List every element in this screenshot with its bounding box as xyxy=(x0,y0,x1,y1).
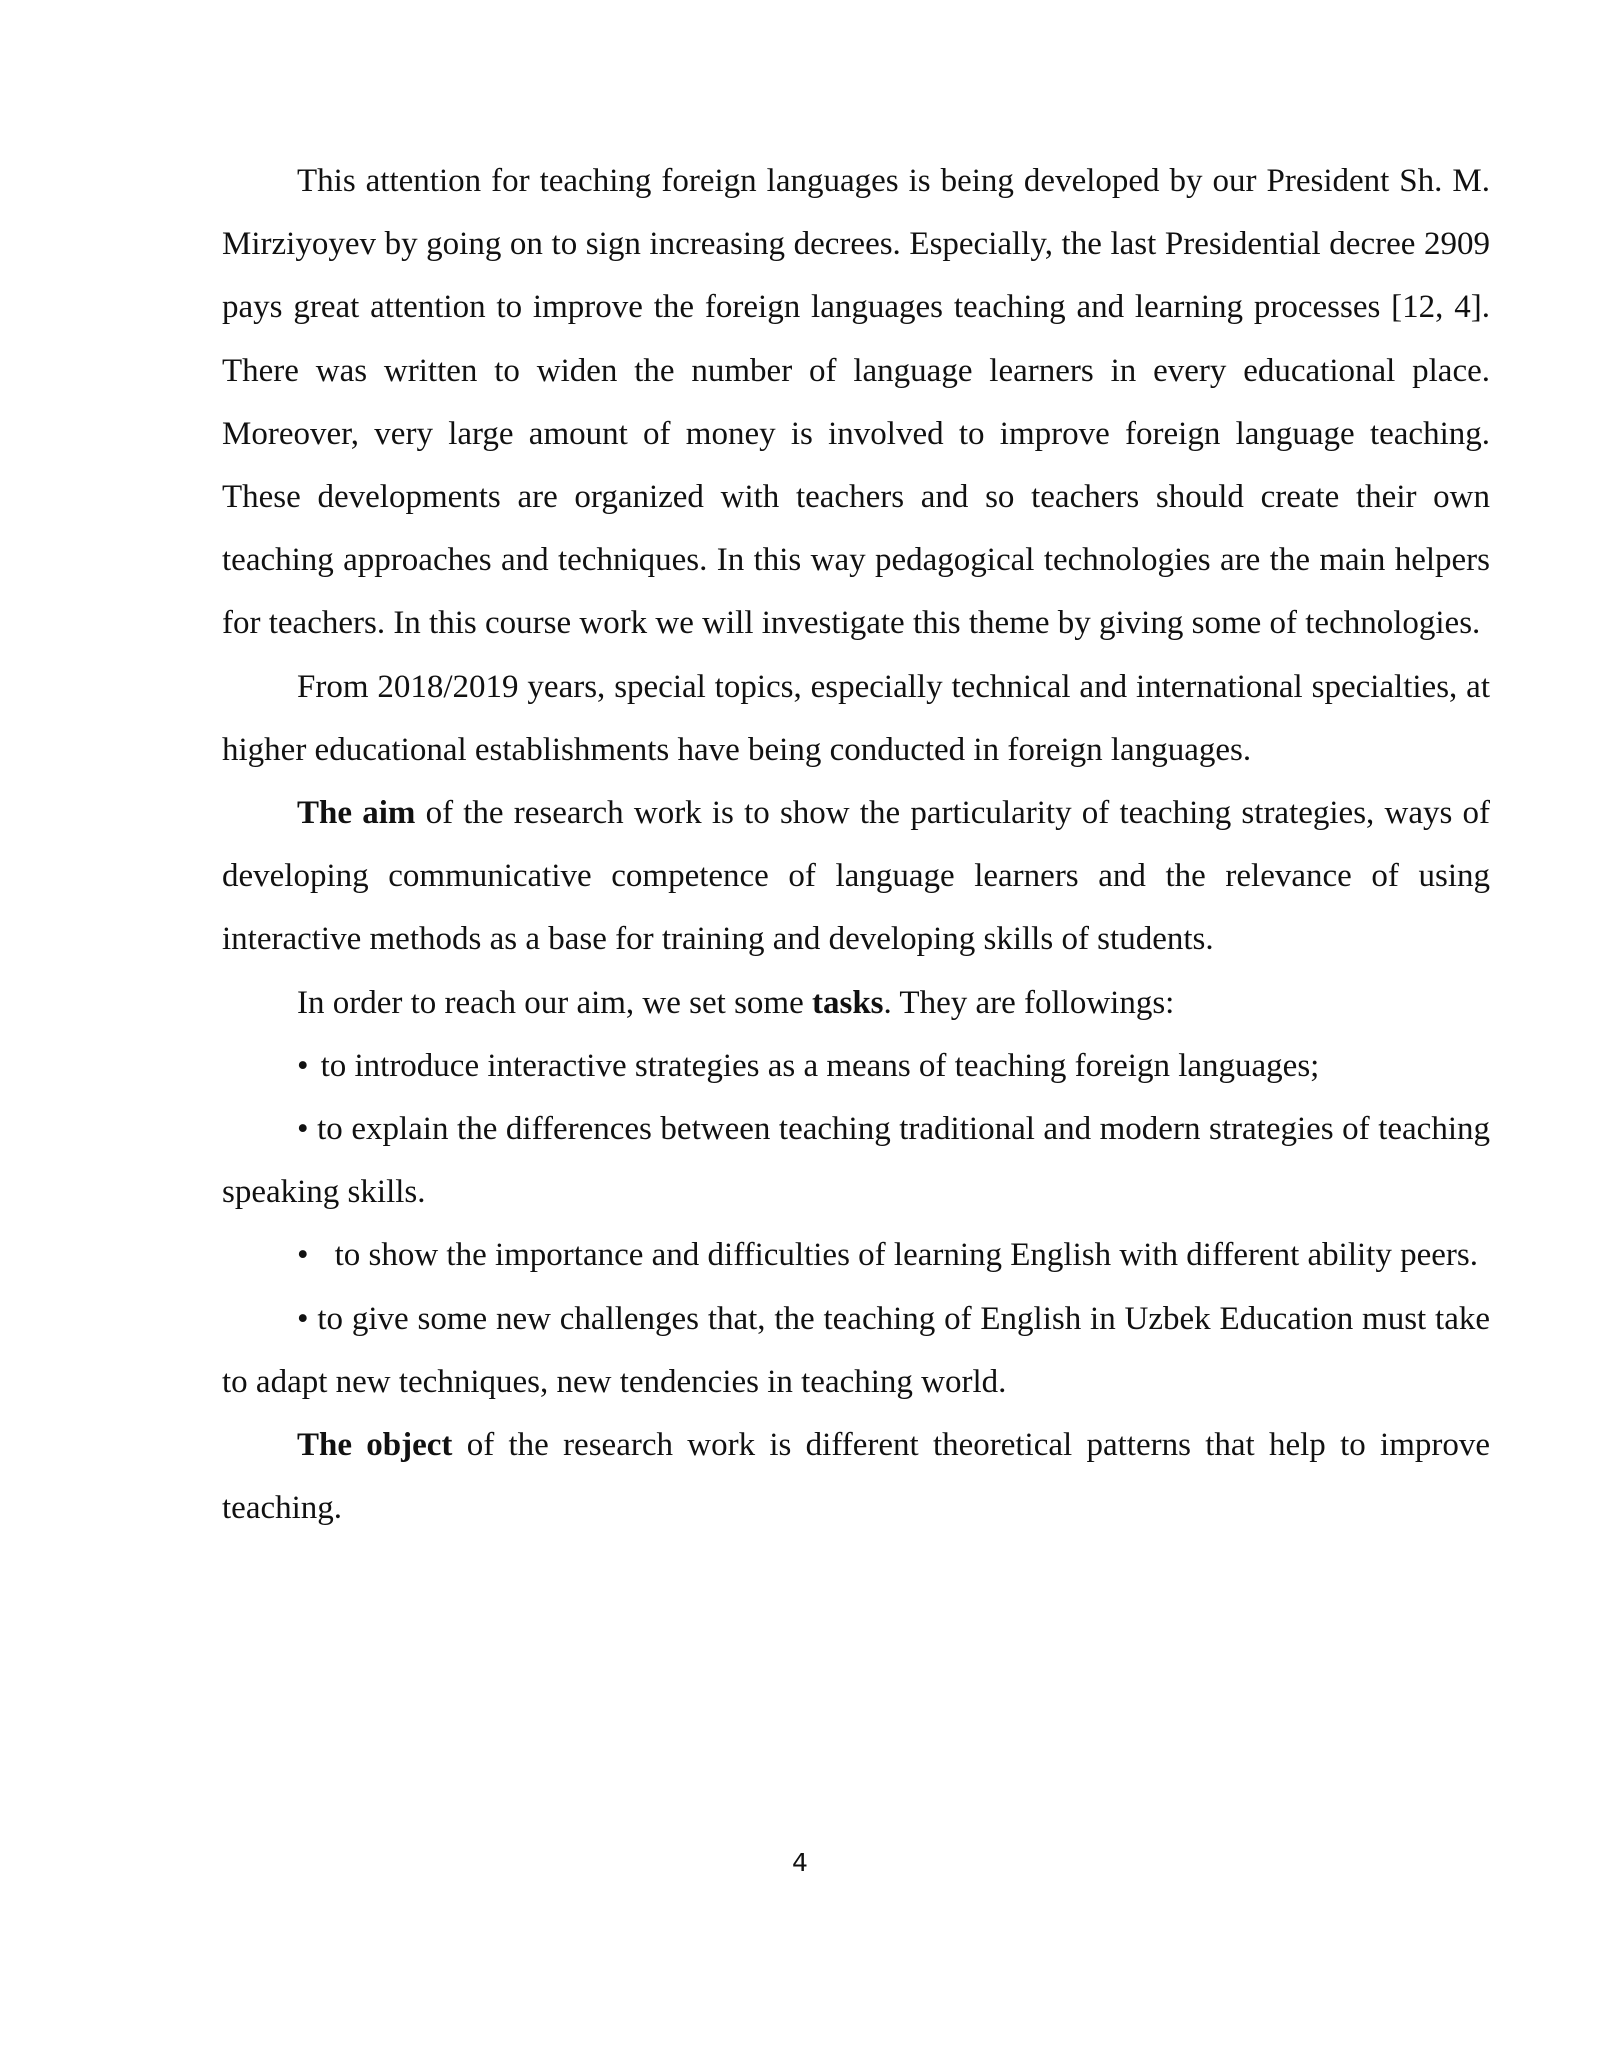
tasks-intro-after: . They are followings: xyxy=(883,984,1175,1021)
object-text: of the research work is different theoretical patterns that help to improve teaching. xyxy=(222,1427,1490,1527)
bullet-item xyxy=(222,1035,1490,1098)
paragraph-object xyxy=(222,1414,1490,1540)
paragraph-presidential-decree: This attention for teaching foreign languages is being developed by our President Sh. M. Mirziyoyev by going on to sign increasing decrees. Especially, the last Presidential decree 2909 pays great attention to improve the foreign languages teaching and learning processes [12, 4]. There was written to widen the number of language learners in every educational place. Moreover, very large amount of money is involved to improve foreign language teaching. These developments are organized with teachers and so teachers should create their own teaching approaches and techniques. In this way pedagogical technologies are the main helpers for teachers. In this course work we will investigate this theme by giving some of technologies. xyxy=(222,163,1490,642)
bullet-text: to give some new challenges that, the teaching of English in Uzbek Education must take to adapt new techniques, new tendencies in teaching world. xyxy=(222,1300,1491,1400)
bullet-icon: • xyxy=(297,1047,309,1084)
bullet-icon: • xyxy=(297,1300,309,1337)
bullet-icon: • xyxy=(297,1111,309,1148)
bullet-icon: • xyxy=(297,1237,309,1274)
bullet-item xyxy=(222,1288,1490,1414)
bullet-text: to introduce interactive strategies as a means of teaching foreign languages; xyxy=(320,1047,1320,1084)
bullet-item xyxy=(222,1098,1490,1224)
object-label: The object xyxy=(297,1427,453,1464)
body-text xyxy=(222,150,1490,1540)
aim-label: The aim xyxy=(297,795,416,832)
bullet-item xyxy=(222,1224,1490,1287)
paragraph-foreign-language-specialties: From 2018/2019 years, special topics, especially technical and international specialties, at higher educational establishments have being conducted in foreign languages. xyxy=(222,668,1490,768)
aim-text: of the research work is to show the particularity of teaching strategies, ways of developing communicative competence of language learners and the relevance of using interactive methods as a base for training and developing skills of students. xyxy=(222,795,1490,958)
bullet-text: to explain the differences between teaching traditional and modern strategies of teaching speaking skills. xyxy=(222,1111,1490,1211)
paragraph-tasks-intro xyxy=(222,972,1490,1035)
page-number: 4 xyxy=(792,1848,808,1877)
bullet-text: to show the importance and difficulties of learning English with different ability peers. xyxy=(334,1237,1478,1274)
paragraph-aim xyxy=(222,782,1490,972)
tasks-label: tasks xyxy=(811,984,884,1021)
tasks-intro-before: In order to reach our aim, we set some xyxy=(297,984,812,1021)
